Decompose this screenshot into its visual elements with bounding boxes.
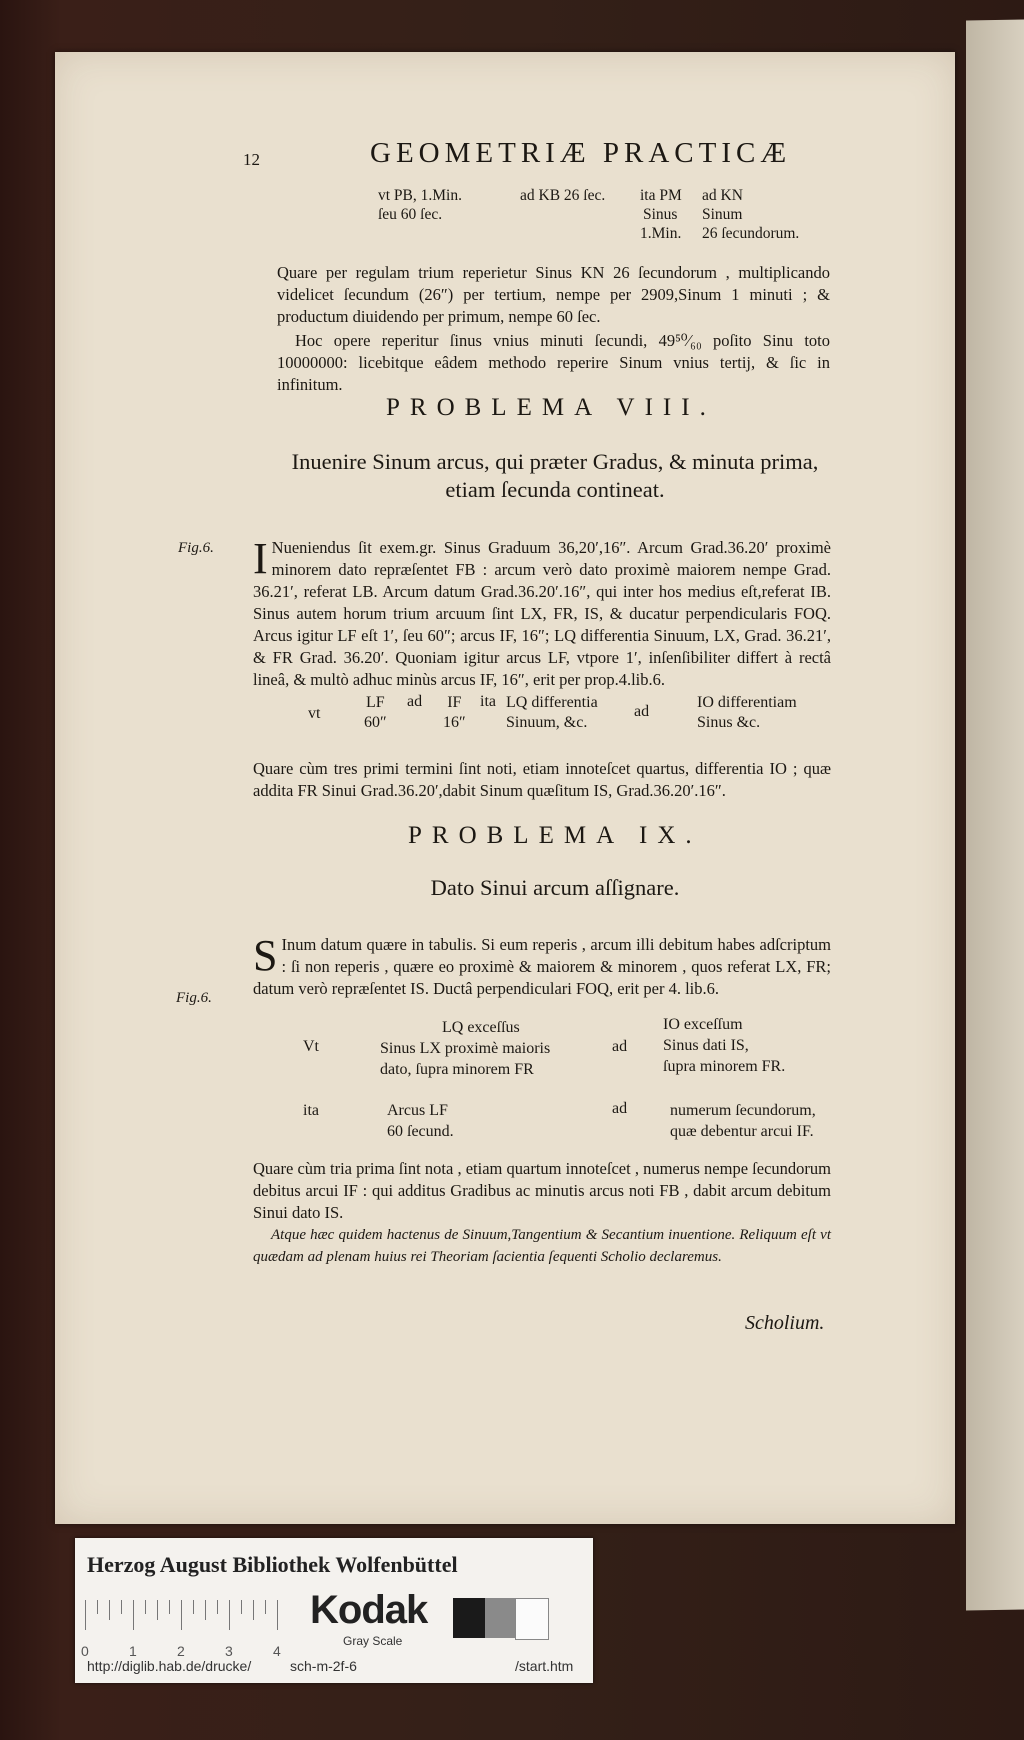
gray-scale-label: Gray Scale: [343, 1634, 403, 1648]
figure-reference: Fig.6.: [176, 990, 212, 1006]
figure-reference: Fig.6.: [178, 540, 214, 556]
problem-9-subtitle: Dato Sinui arcum aſſignare.: [430, 875, 680, 900]
problem-8-subtitle: Inuenire Sinum arcus, qui præter Gradus, & minuta prima, etiam ſecunda contineat.: [291, 449, 819, 502]
problem-8-conclusion: Quare cùm tres primi termini ſint noti, etiam innoteſcet quartus, differentia IO ; quæ addita FR Sinui Grad.36.20′,dabit Sinum quæſitum IS, Grad.36.20′.16″.: [253, 759, 831, 800]
prop9-io-block: IO exceſſum Sinus dati IS, ſupra minorem FR.: [663, 1016, 786, 1075]
problem-9-conclusion: Quare cùm tria prima ſint nota , etiam quartum innoteſcet , numerus nempe ſecundorum debitus arcui IF : qui additus Gradibus ac minutis arcus noti FB , dabit arcum debitum Sinui dato IS.: [253, 1159, 831, 1222]
proportion-lq: LQ differentia Sinuum, &c.: [506, 694, 598, 731]
proportion-io: IO differentiam Sinus &c.: [697, 694, 797, 731]
color-scale-card: [75, 1538, 593, 1683]
prop9-numerum-block: numerum ſecundorum, quæ debentur arcui IF.: [670, 1102, 816, 1140]
gray-swatch: [485, 1598, 515, 1638]
top-table-col4: ad KN Sinum 26 ſecundorum.: [702, 187, 800, 242]
url-suffix: /start.htm: [515, 1658, 574, 1674]
page-number: 12: [243, 150, 260, 169]
prop9-vt: Vt: [303, 1038, 319, 1055]
ruler-label: 0: [81, 1643, 89, 1659]
catchword: Scholium.: [745, 1312, 825, 1334]
proportion-if: IF 16″: [443, 694, 466, 731]
paragraph-1: Quare per regulam trium reperietur Sinus KN 26 ſecundorum , multiplicando videlicet ſecundum (26″) per tertium, nempe per 2909,Sinum 1 minuti ; & productum diuidendo per primum, nempe 60 ſec.: [277, 263, 830, 326]
prop9-ad: ad: [612, 1038, 628, 1055]
next-page-edge: [966, 19, 1024, 1610]
drop-cap: S: [253, 931, 278, 980]
problem-9-text: S Inum datum quære in tabulis. Si eum reperis , arcum illi debitum habes adſcriptum : ſi non reperis , quære eo proximè & maiorem & minorem , quos referat LX, FR; datum verò repræſentet IS. Ductâ perpendiculari FOQ, erit per 4. lib.6.: [253, 931, 831, 998]
proportion-ad: ad: [407, 693, 423, 710]
problem-9-heading: PROBLEMA IX.: [408, 822, 702, 849]
running-title: GEOMETRIÆ PRACTICÆ: [370, 137, 792, 169]
problem-8-heading: PROBLEMA VIII.: [386, 394, 716, 421]
prop9-arcus-block: Arcus LF 60 ſecund.: [387, 1102, 454, 1140]
top-table-col2: ad KB 26 ſec.: [520, 187, 606, 204]
paragraph-2: Hoc opere reperitur ſinus vnius minuti ſecundi, 49⁵⁰⁄₆₀ poſito Sinu toto 10000000: licebitque eâdem methodo reperire Sinum vnius tertij, & ſic in infinitum.: [277, 331, 830, 394]
prop9-ad-2: ad: [612, 1100, 628, 1117]
white-swatch: [515, 1598, 549, 1640]
ruler-label: 1: [129, 1643, 137, 1659]
ruler-label: 3: [225, 1643, 233, 1659]
black-swatch: [453, 1598, 485, 1638]
proportion-vt: vt: [308, 705, 321, 722]
closing-sentence: Atque hæc quidem hactenus de Sinuum,Tangentium & Secantium inuentione. Reliquum eſt vt quædam ad plenam huius rei Theoriam ſacientia ſequenti Scholio declaremus.: [253, 1227, 831, 1265]
kodak-logo: Kodak: [310, 1588, 428, 1632]
proportion-lf: LF 60″: [364, 694, 387, 731]
problem-8-text: I Nueniendus ſit exem.gr. Sinus Graduum 36,20′,16″. Arcum Grad.36.20′ proximè minorem dato repræſentet FB : arcum verò dato proximè maiorem nempe Grad. 36.21′, referat LB. Arcum datum Grad.36.20′.16″, qui inter hos medius eſt,referat IB. Sinus autem horum trium arcuum ſint LX, FR, IS, & ducatur perpendicularis FOQ. Arcus igitur LF eſt 1′, ſeu 60″; arcus IF, 16″; LQ differentia Sinuum, LX, Grad. 36.21′, & FR Grad. 36.20′. Quoniam igitur arcus LF, vtpore 1′, inſenſibiliter differt à rectâ lineâ, & multò adhuc minùs arcus IF, 16″, erit per prop.4.lib.6.: [253, 534, 831, 689]
drop-cap: I: [253, 534, 268, 583]
library-name: Herzog August Bibliothek Wolfenbüttel: [87, 1552, 458, 1577]
ruler-label: 2: [177, 1643, 185, 1659]
url-base: http://diglib.hab.de/drucke/: [87, 1658, 252, 1674]
proportion-ad-2: ad: [634, 703, 650, 720]
proportion-ita: ita: [480, 693, 496, 710]
top-table-col3: ita PM Sinus 1.Min.: [640, 187, 682, 242]
prop9-lq-block: LQ exceſſus Sinus LX proximè maioris dato, ſupra minorem FR: [380, 1019, 551, 1078]
url-shelfmark: sch-m-2f-6: [290, 1658, 357, 1674]
prop9-ita: ita: [303, 1102, 319, 1119]
top-table-col1: vt PB, 1.Min. ſeu 60 ſec.: [378, 187, 462, 223]
ruler-label: 4: [273, 1643, 281, 1659]
